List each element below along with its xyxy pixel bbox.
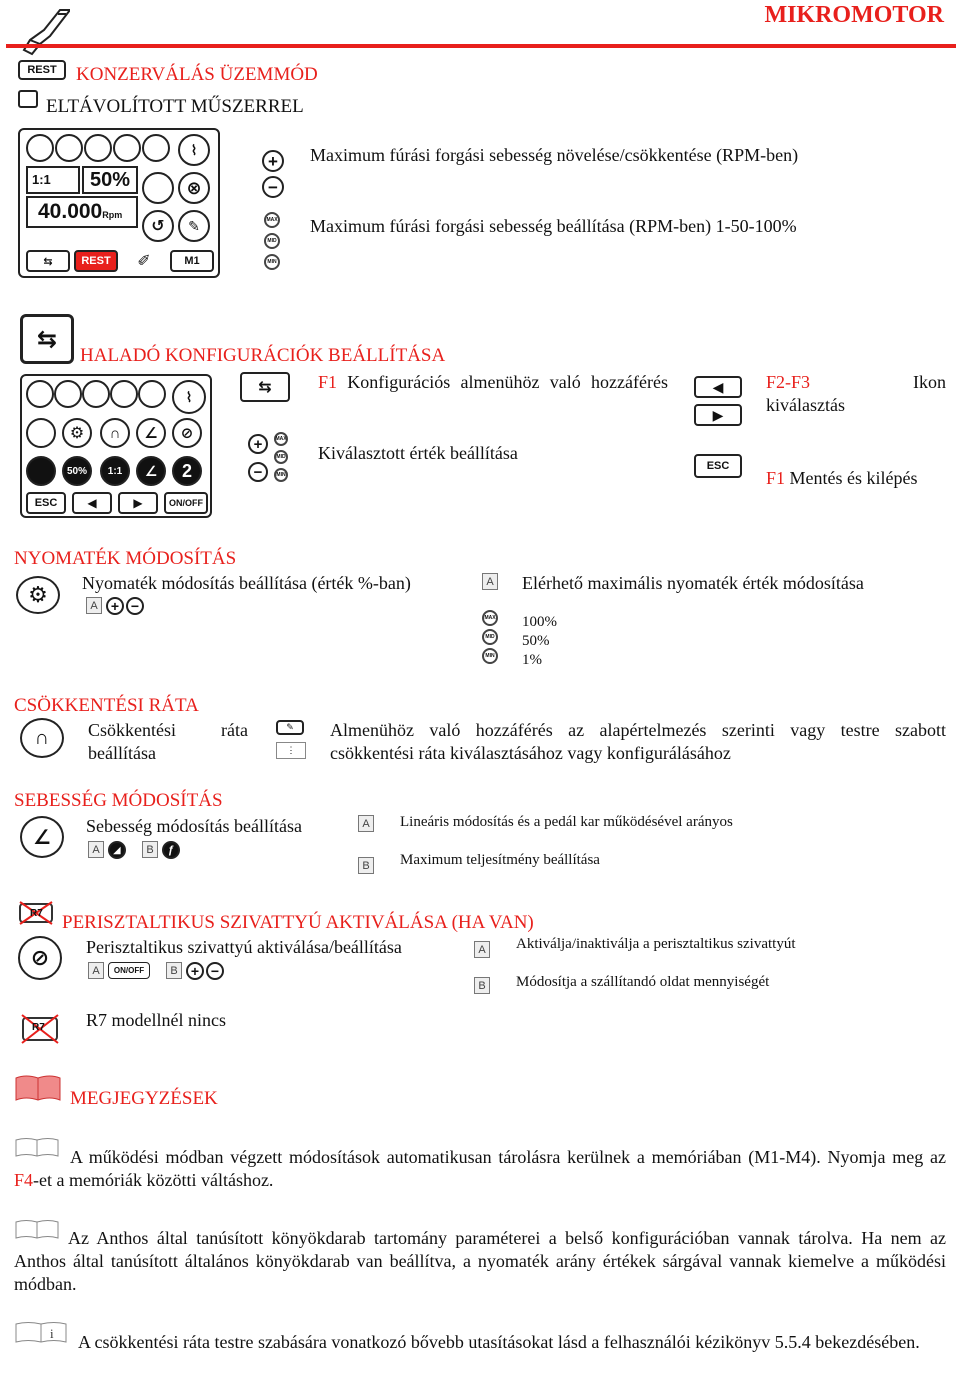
svg-text:i: i: [50, 1326, 54, 1341]
rest-key-icon: REST: [18, 60, 66, 80]
r7-badge-top: R7: [30, 908, 43, 919]
power-icon: ƒ: [162, 841, 180, 859]
advanced-section-title: HALADÓ KONFIGURÁCIÓK BEÁLLÍTÁSA: [80, 345, 446, 366]
mid-icon: MID: [264, 233, 280, 249]
minus-icon: −: [262, 176, 284, 198]
right-arrow-key-icon: ▶: [118, 492, 158, 514]
torque-value-1: 1%: [522, 652, 542, 668]
reduction-text: Csökkentési ráta beállítása: [88, 720, 248, 763]
b-option-icon: B: [474, 977, 490, 994]
pump-b-text: Módosítja a szállítandó oldat mennyiségét: [516, 974, 770, 990]
notes-section-title: MEGJEGYZÉSEK: [70, 1088, 218, 1109]
torque-circle-icon: ⚙: [62, 418, 92, 448]
r7-text: R7 modellnél nincs: [86, 1010, 226, 1030]
left-arrow-key-icon: ◀: [694, 376, 742, 398]
screen-circle: [26, 134, 54, 162]
screen-circle-filled: [26, 456, 56, 486]
reduction-icon: ∩: [20, 718, 64, 758]
max-icon: MAX: [482, 610, 498, 626]
screen-circle: [110, 380, 138, 408]
save-exit-text: F1 Mentés és kilépés: [766, 468, 918, 488]
config-large-icon: ⇆: [20, 314, 74, 364]
reduction-circle-icon: ∩: [100, 418, 130, 448]
min-icon: MIN: [274, 468, 288, 482]
handpiece-circle-icon: ⌇: [172, 380, 206, 414]
b-option-icon: B: [166, 962, 182, 979]
torque-value-100: 100%: [522, 614, 557, 630]
linear-icon: ◢: [108, 841, 126, 859]
max-icon: MAX: [274, 432, 288, 446]
speed-filled-icon: ∠: [136, 456, 166, 486]
minus-icon: −: [126, 597, 144, 615]
right-arrow-key-icon: ▶: [694, 404, 742, 426]
a-option-icon: A: [86, 597, 102, 614]
a-option-icon: A: [482, 573, 498, 590]
rpm-display: 40.000Rpm: [26, 196, 138, 228]
minus-icon: −: [206, 962, 224, 980]
onoff-key-icon: ON/OFF: [164, 492, 208, 514]
rest-screen-panel: [18, 128, 220, 278]
note-2: Az Anthos által tanúsított könyökdarab tartomány paraméterei a belső konfigurációban vannak tárolva. Ha nem az Anthos által tanúsított általános könyökdarab van beállítva, a nyomaték arány értékek sárgával vannak kiemelve a működési módban.: [14, 1228, 946, 1294]
rest-line-1: Maximum fúrási forgási sebesség növelése/csökkentése (RPM-ben): [310, 145, 799, 165]
rest-section-subtitle: ELTÁVOLÍTOTT MŰSZERREL: [46, 96, 304, 117]
adjust-value-text: Kiválasztott érték beállítása: [318, 443, 518, 463]
number-2-icon: 2: [172, 456, 202, 486]
torque-right-text: Elérhető maximális nyomaték érték módosítása: [522, 573, 864, 593]
f2f3-second-line: kiválasztás: [766, 395, 845, 415]
ratio-display: 1:1: [26, 166, 80, 194]
screen-circle: [54, 380, 82, 408]
header-rule: [6, 44, 956, 48]
page-title: MIKROMOTOR: [764, 2, 944, 28]
speed-circle-icon: ∠: [136, 418, 166, 448]
a-option-icon: A: [358, 815, 374, 832]
b-option-icon: B: [142, 841, 158, 858]
pump-icon: ⊘: [18, 936, 62, 980]
screen-circle: [84, 134, 112, 162]
speed-section-title: SEBESSÉG MÓDOSÍTÁS: [14, 790, 223, 811]
screen-circle: [138, 380, 166, 408]
screen-circle: [26, 380, 54, 408]
note-3: A csökkentési ráta testre szabására vonatkozó bővebb utasításokat lásd a felhasználói kézikönyv 5.5.4 bekezdésében.: [78, 1332, 920, 1352]
ratio-1-1-icon: 1:1: [100, 456, 130, 486]
minus-icon: −: [248, 462, 268, 482]
min-icon: MIN: [264, 254, 280, 270]
b-option-icon: B: [358, 857, 374, 874]
plus-icon: +: [106, 597, 124, 615]
handpiece-icon: [10, 6, 70, 56]
reduction-section-title: CSÖKKENTÉSI RÁTA: [14, 695, 199, 716]
esc-key-icon: ESC: [26, 492, 66, 514]
min-icon: MIN: [482, 648, 498, 664]
screen-circle: [142, 172, 174, 204]
screen-circle: [142, 134, 170, 162]
torque-value-50: 50%: [522, 633, 550, 649]
red-book-icon: [14, 1072, 62, 1102]
config-key-icon: ⇆: [26, 250, 70, 272]
rest-button-icon: REST: [74, 250, 118, 272]
pump-text: Perisztaltikus szivattyú aktiválása/beállítása: [86, 937, 402, 957]
screen-circle: [82, 380, 110, 408]
pen-circle-icon: ✎: [178, 210, 210, 242]
advanced-screen-panel: [20, 374, 212, 518]
plus-icon: +: [248, 434, 268, 454]
percent-display: 50%: [82, 166, 138, 194]
screen-circle: [55, 134, 83, 162]
speed-text: Sebesség módosítás beállítása: [86, 816, 302, 836]
a-option-icon: A: [88, 841, 104, 858]
max-icon: MAX: [264, 212, 280, 228]
plus-icon: +: [262, 150, 284, 172]
rotate-circle-icon: ↺: [142, 210, 174, 242]
plus-icon: +: [186, 962, 204, 980]
onoff-key-icon: ON/OFF: [108, 962, 150, 979]
rest-section-title: KONZERVÁLÁS ÜZEMMÓD: [76, 64, 318, 85]
brush-icon: ✐: [137, 253, 151, 270]
speed-a-text: Lineáris módosítás és a pedál kar működésével arányos: [400, 814, 733, 830]
pump-a-text: Aktiválja/inaktiválja a perisztaltikus szivattyút: [516, 936, 796, 952]
esc-key-icon: ESC: [694, 454, 742, 478]
config-key-icon: ⇆: [240, 372, 290, 402]
mid-icon: MID: [274, 450, 288, 464]
torque-icon: ⚙: [16, 576, 60, 614]
screen-circle: [26, 418, 56, 448]
rest-line-2: Maximum fúrási forgási sebesség beállítása (RPM-ben) 1-50-100%: [310, 216, 797, 236]
screen-circle: [113, 134, 141, 162]
torque-text: Nyomaték módosítás beállítása (érték %-ban): [82, 573, 411, 593]
pump-circle-icon: ⊘: [172, 418, 202, 448]
speed-b-text: Maximum teljesítmény beállítása: [400, 852, 600, 868]
reduction-right-text: Almenühöz való hozzáférés az alapértelmezés szerinti vagy testre szabott csökkentési ráta kiválasztásához vagy konfigurálásához: [330, 720, 946, 763]
mid-icon: MID: [482, 629, 498, 645]
handpiece-circle-icon: ⌇: [178, 134, 210, 166]
list-key-icon: ⋮: [276, 742, 306, 759]
r7-badge-bottom: R7: [32, 1022, 45, 1033]
f2f3-word: Ikon: [913, 372, 946, 392]
cancel-circle-icon: ⊗: [178, 172, 210, 204]
torque-section-title: NYOMATÉK MÓDOSÍTÁS: [14, 548, 237, 569]
edit-key-icon: ✎: [276, 720, 304, 735]
a-option-icon: A: [88, 962, 104, 979]
m1-key-icon: M1: [170, 250, 214, 272]
torque-50-icon: 50%: [62, 456, 92, 486]
note-1: A működési módban végzett módosítások automatikusan tárolásra kerülnek a memóriában (M1-M4). Nyomja meg az F4-et a memóriák közötti váltáshoz.: [14, 1147, 946, 1190]
left-arrow-key-icon: ◀: [72, 492, 112, 514]
f1-config-text: F1 Konfigurációs almenühöz való hozzáférés: [318, 372, 669, 392]
f2f3-text: F2-F3 Ikon kiválasztás: [766, 372, 946, 415]
a-option-icon: A: [474, 941, 490, 958]
pump-section-title: PERISZTALTIKUS SZIVATTYÚ AKTIVÁLÁSA (HA VAN): [62, 912, 534, 933]
speed-icon: ∠: [20, 816, 64, 858]
blank-key-icon: [18, 90, 38, 108]
